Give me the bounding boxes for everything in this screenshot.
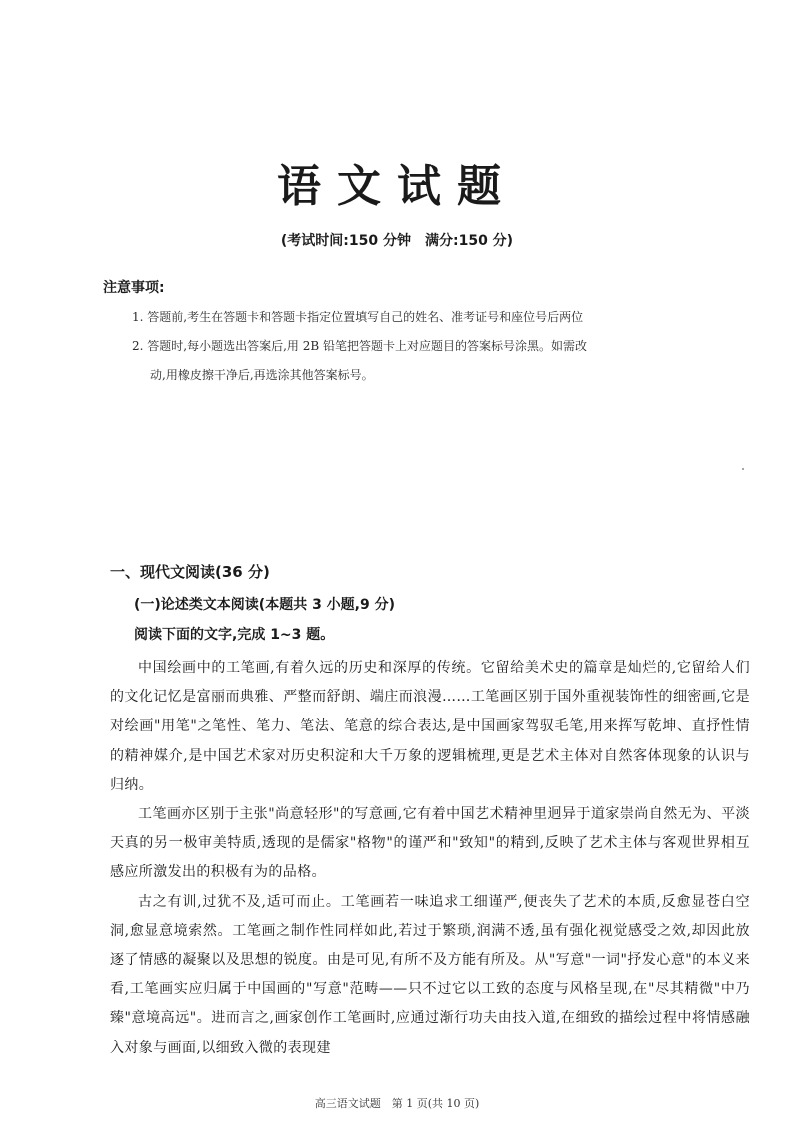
page-title: 语文试题: [277, 161, 517, 212]
reading-passage: [110, 654, 750, 1063]
subsection-heading: (一)论述类文本阅读(本题共 3 小题,9 分): [134, 597, 396, 613]
passage-paragraph: 工笔画亦区别于主张"尚意轻形"的写意画,它有着中国艺术精神里迥异于道家崇尚自然无为、平淡天真的另一极审美特质,透现的是儒家"格物"的谨严和"致知"的精到,反映了艺术主体与客观世界相互感应所激发出的积极有为的品格。: [110, 806, 750, 881]
notice-item: 1. 答题前,考生在答题卡和答题卡指定位置填写自己的姓名、准考证号和座位号后两位: [132, 310, 584, 324]
notice-heading: 注意事项:: [103, 280, 165, 296]
page-footer: 高三语文试题 第 1 页(共 10 页): [314, 1097, 480, 1110]
exam-info: (考试时间:150 分钟 满分:150 分): [280, 233, 514, 249]
notice-item: 2. 答题时,每小题选出答案后,用 2B 铅笔把答题卡上对应题目的答案标号涂黑。如需改: [132, 339, 587, 353]
reading-instruction: 阅读下面的文字,完成 1~3 题。: [134, 627, 335, 643]
scan-speck: [742, 468, 744, 470]
section-heading: 一、现代文阅读(36 分): [110, 563, 270, 581]
passage-paragraph: 古之有训,过犹不及,适可而止。工笔画若一味追求工细谨严,便丧失了艺术的本质,反愈显苍白空洞,愈显意境索然。工笔画之制作性同样如此,若过于繁琐,润满不透,虽有强化视觉感受之效,却因此放逐了情感的凝聚以及思想的锐度。由是可见,有所不及方能有所及。从"写意"一词"抒发心意"的本义来看,工笔画实应归属于中国画的"写意"范畴——只不过它以工致的态度与风格呈现,在"尽其精微"中乃臻"意境高远"。进而言之,画家创作工笔画时,应通过渐行功夫由技入道,在细致的描绘过程中将情感融入对象与画面,以细致入微的表现建: [110, 893, 750, 1056]
passage-paragraph: 中国绘画中的工笔画,有着久远的历史和深厚的传统。它留给美术史的篇章是灿烂的,它留给人们的文化记忆是富丽而典雅、严整而舒朗、端庄而浪漫……工笔画区别于国外重视装饰性的细密画,它是对绘画"用笔"之笔性、笔力、笔法、笔意的综合表达,是中国画家驾驭毛笔,用来挥写乾坤、直抒性情的精神媒介,是中国艺术家对历史积淀和大千万象的逻辑梳理,更是艺术主体对自然客体现象的认识与归纳。: [110, 660, 750, 793]
notice-item-continued: 动,用橡皮擦干净后,再选涂其他答案标号。: [150, 368, 374, 382]
